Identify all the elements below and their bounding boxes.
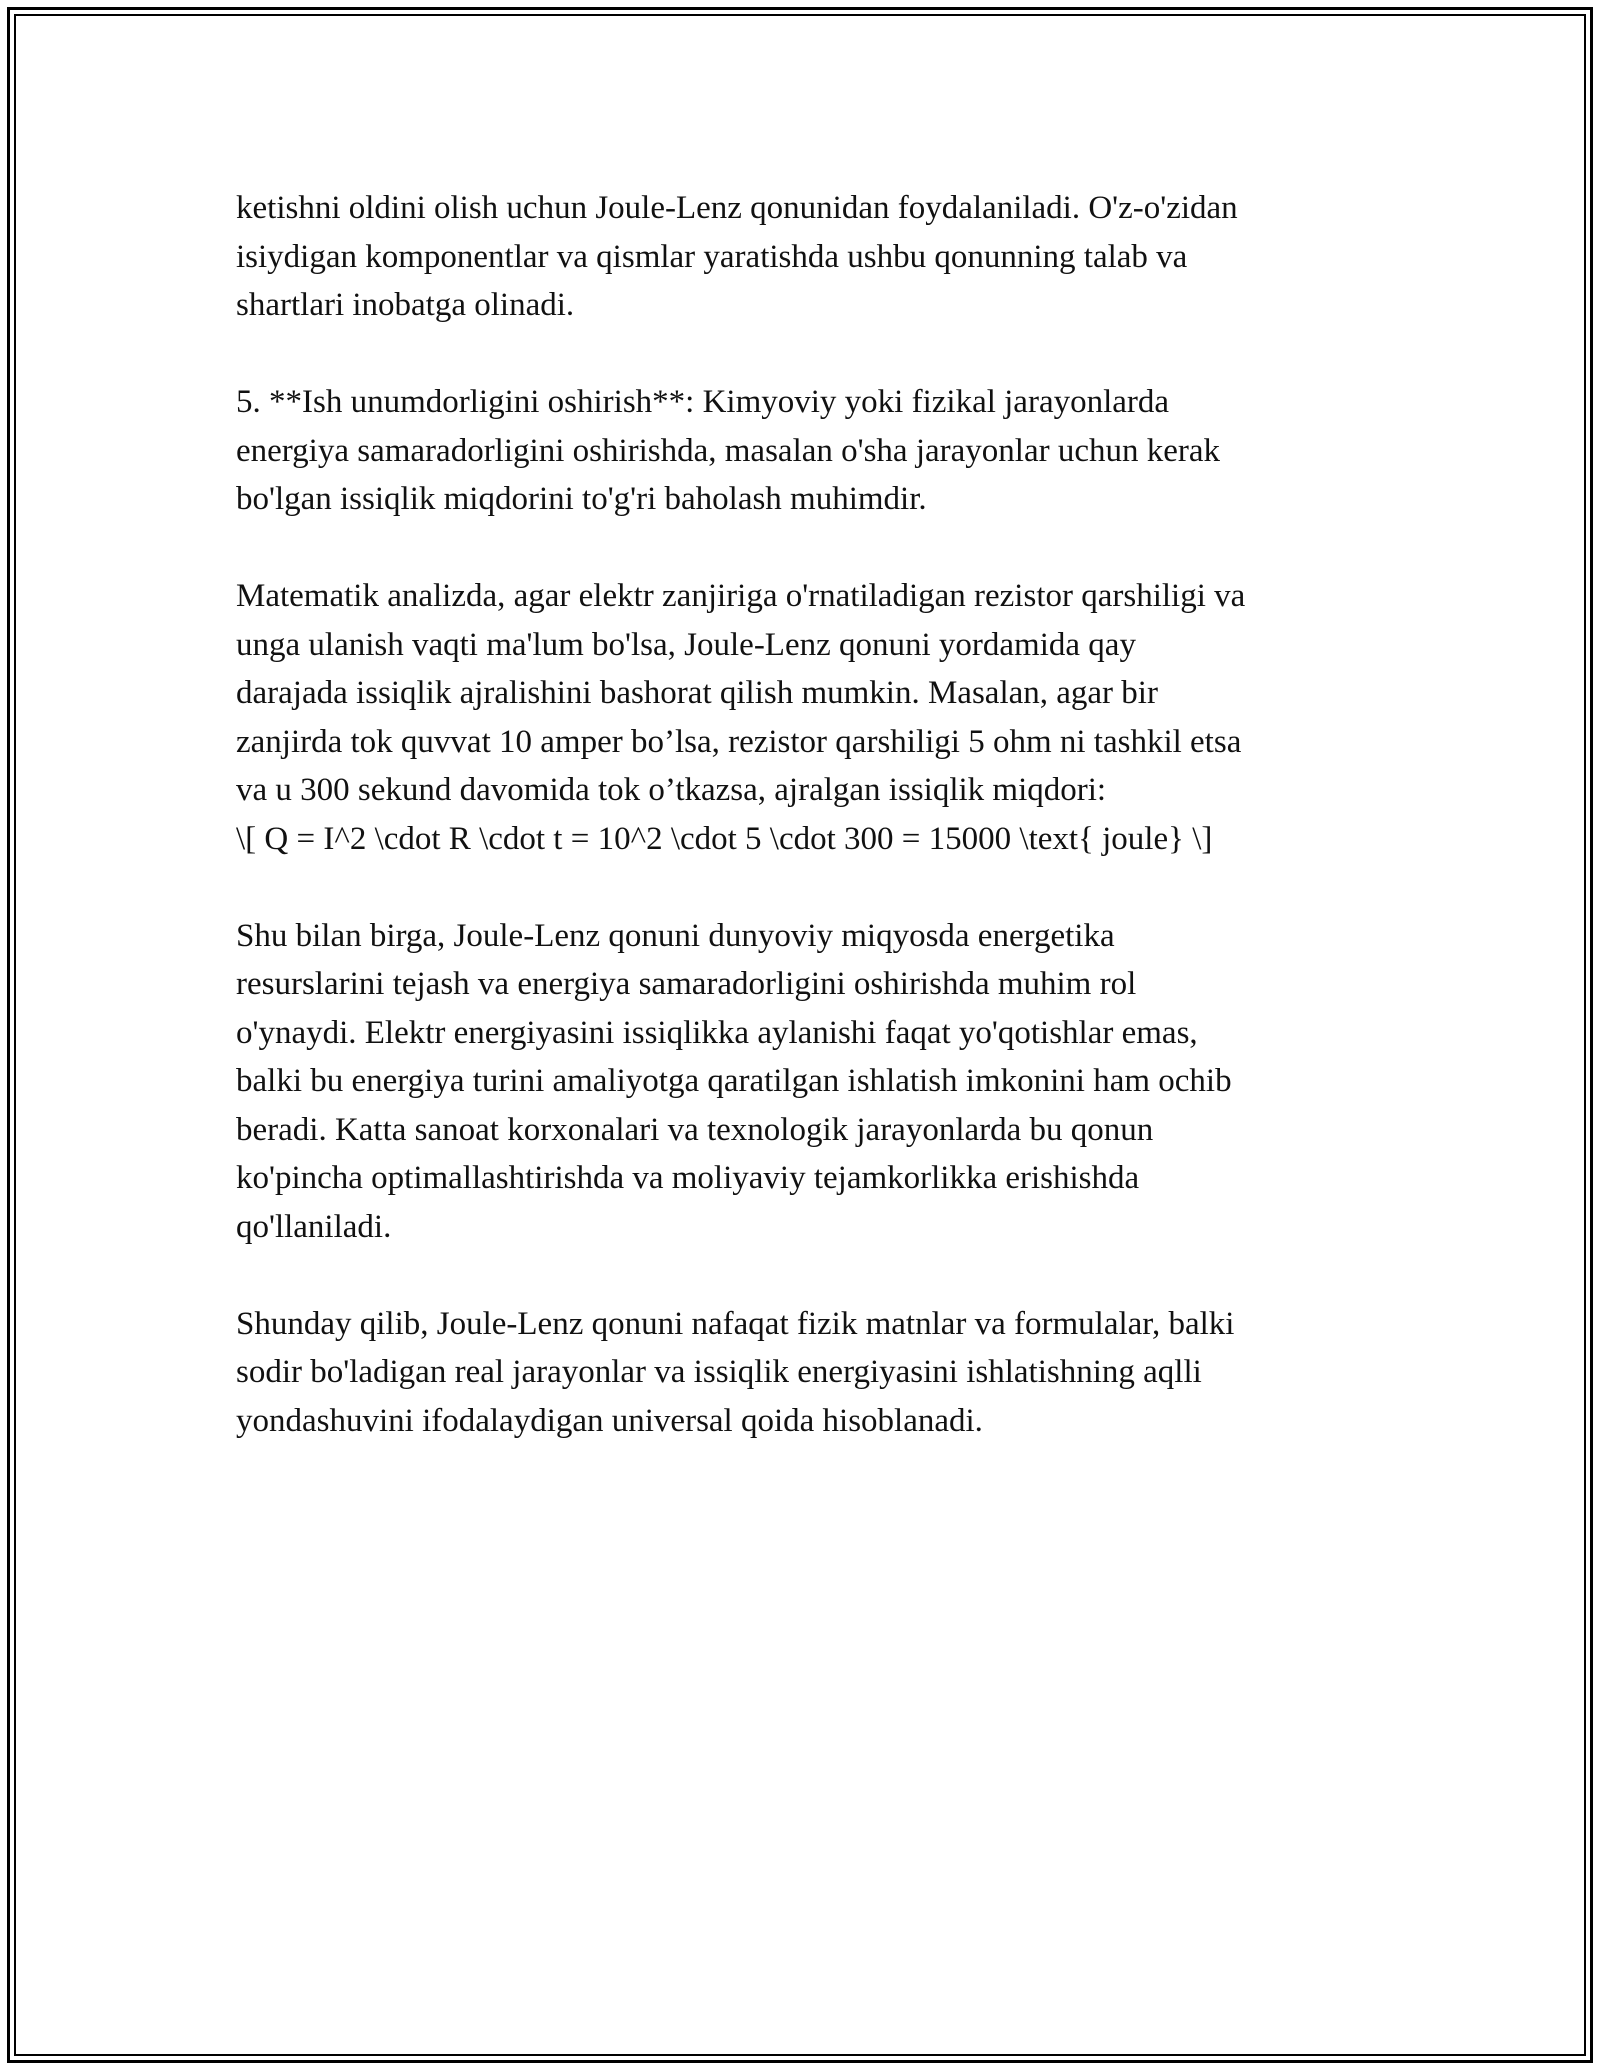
text-line: ko'pincha optimallashtirishda va moliyaviy tejamkorlikka erishishda xyxy=(236,1160,1140,1196)
text-line: balki bu energiya turini amaliyotga qaratilgan ishlatish imkonini ham ochib xyxy=(236,1063,1232,1099)
text-line: shartlari inobatga olinadi. xyxy=(236,287,575,323)
text-line: qo'llaniladi. xyxy=(236,1208,392,1245)
paragraph-5 xyxy=(236,1300,1376,1446)
paragraph-3 xyxy=(236,572,1376,863)
text-line: yondashuvini ifodalaydigan universal qoida hisoblanadi. xyxy=(236,1402,983,1439)
text-line: isiydigan komponentlar va qismlar yaratishda ushbu qonunning talab va xyxy=(236,238,1188,275)
text-line: darajada issiqlik ajralishini bashorat qilish mumkin. Masalan, agar bir xyxy=(236,675,1158,711)
text-line: Matematik analizda, agar elektr zanjiriga o'rnatiladigan rezistor qarshiligi va xyxy=(236,578,1246,614)
text-line: beradi. Katta sanoat korxonalari va texnologik jarayonlarda bu qonun xyxy=(236,1111,1154,1148)
text-line: unga ulanish vaqti ma'lum bo'lsa, Joule-Lenz qonuni yordamida qay xyxy=(236,626,1136,663)
text-line: o'ynaydi. Elektr energiyasini issiqlikka aylanishi faqat yo'qotishlar emas, xyxy=(236,1014,1198,1051)
formula-line: \[ Q = I^2 \cdot R \cdot t = 10^2 \cdot 5 \cdot 300 = 15000 \text{ joule} \] xyxy=(236,820,1213,857)
text-line: ketishni oldini olish uchun Joule-Lenz qonunidan foydalaniladi. O'z-o'zidan xyxy=(236,190,1238,226)
paragraph-2 xyxy=(236,378,1376,524)
document-body xyxy=(236,184,1376,1494)
text-line: sodir bo'ladigan real jarayonlar va issiqlik energiyasini ishlatishning aqlli xyxy=(236,1354,1202,1390)
text-line: Shu bilan birga, Joule-Lenz qonuni dunyoviy miqyosda energetika xyxy=(236,917,1115,954)
text-line: energiya samaradorligini oshirishda, masalan o'sha jarayonlar uchun kerak xyxy=(236,432,1221,469)
text-line: zanjirda tok quvvat 10 amper bo’lsa, rezistor qarshiligi 5 ohm ni tashkil etsa xyxy=(236,723,1242,760)
text-line: Shunday qilib, Joule-Lenz qonuni nafaqat fizik matnlar va formulalar, balki xyxy=(236,1305,1235,1342)
text-line: resurslarini tejash va energiya samaradorligini oshirishda muhim rol xyxy=(236,966,1137,1002)
text-line: bo'lgan issiqlik miqdorini to'g'ri baholash muhimdir. xyxy=(236,481,927,517)
text-line: va u 300 sekund davomida tok o’tkazsa, ajralgan issiqlik miqdori: xyxy=(236,772,1107,808)
text-line: 5. **Ish unumdorligini oshirish**: Kimyoviy yoki fizikal jarayonlarda xyxy=(236,384,1170,420)
paragraph-4 xyxy=(236,912,1376,1252)
paragraph-1 xyxy=(236,184,1376,330)
